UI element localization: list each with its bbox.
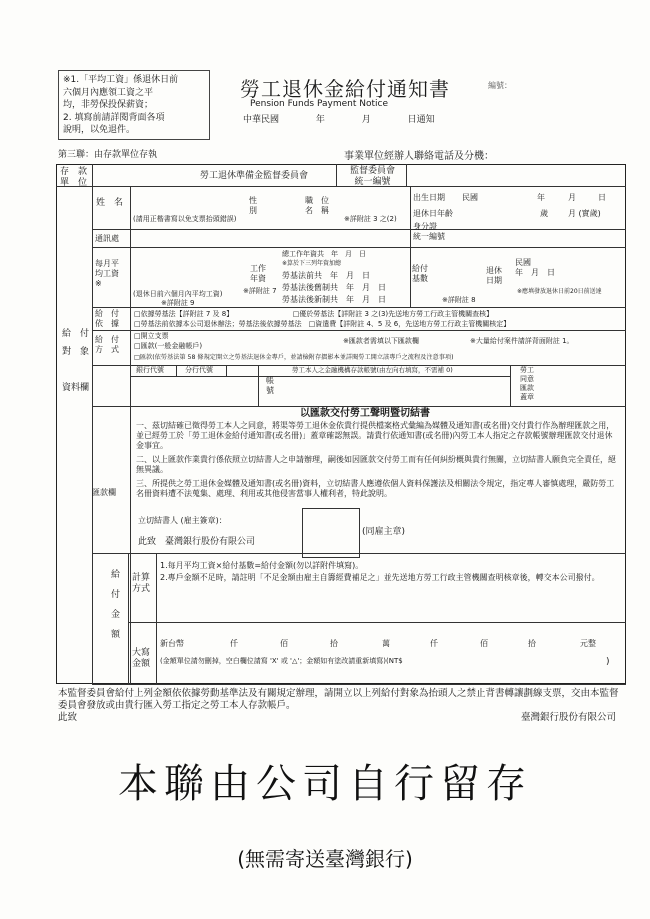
date-month: 月: [361, 115, 371, 125]
birth-day: 日: [598, 193, 606, 202]
address-label: 通訊處: [95, 234, 119, 243]
unit-shi: 拾: [330, 639, 338, 648]
method-note-2: ※大量給付案件請詳背面附註 1。: [470, 337, 574, 345]
base-label: 給付 基數: [412, 264, 428, 283]
position-note: ※詳附註 3 之(2): [344, 215, 397, 223]
birth-year: 年: [537, 193, 545, 202]
gender-label: 性 別: [249, 196, 257, 215]
unit-qian: 仟: [230, 639, 238, 648]
worker-consent-seal[interactable]: 勞工 同意 匯款 蓋章: [520, 366, 534, 401]
birth-date-label: 出生日期: [413, 193, 445, 202]
currency-label: 新台幣: [160, 639, 184, 648]
copy-info: 第三聯：由存款單位存執: [58, 150, 158, 160]
basis-option-1[interactable]: □依據勞基法【詳附註 7 及 8】 □優於勞基法【詳附註 3 之(3)先送地方勞工行政主管機關查核】: [134, 310, 494, 318]
committee-name: 勞工退休準備金監督委員會: [200, 171, 309, 181]
retention-notice: 本聯由公司自行留存: [118, 761, 532, 807]
unit-bai-2: 佰: [480, 639, 488, 648]
remit-section-label: 匯款欄: [92, 488, 116, 497]
total-years: 總工作年資共 年 月 日: [282, 250, 366, 258]
date-prefix: 中華民國: [243, 115, 280, 125]
calc-method-label: 計算 方式: [132, 573, 151, 594]
footer-notice: [58, 688, 626, 724]
retention-subnotice: (無需寄送臺灣銀行): [237, 847, 413, 871]
date-year: 年: [315, 115, 325, 125]
affidavit-signer: 立切結書人 (雇主簽章)：: [138, 516, 227, 525]
unit-yuan: 元整: [580, 639, 596, 648]
affidavit-clause-3: 三、所提供之勞工退休金媒體及通知書(或名冊)資料，立切結書人應遵依個人資料保護法及相關法令規定，指定專人審慎處理，嚴防勞工名冊資料遭不法蒐集、處理、利用或其他侵害當事人權利者，特此說明。: [136, 479, 615, 498]
employer-seal-note: (同雇主章): [362, 527, 406, 537]
basis-option-2[interactable]: □勞基法前依據本公司退休辦法；勞基法後依據勞基法 □資遣費【詳附註 4、5 及 6，先送地方勞工行政主管機關核定】: [134, 320, 511, 328]
serial-label: 編號：: [488, 81, 512, 90]
affidavit-title: 以匯款交付勞工聲明暨切結書: [300, 408, 430, 419]
affidavit-clause-1: 一、茲切結確已徵得勞工本人之同意，將渠等勞工退休金依貴行提供檔案格式彙編為媒體及通知書(或名冊)交付貴行作為辦理匯款之用，並已經勞工於「勞工退休金給付通知書(或名冊)」蓋章確認無誤。請貴行依通知書(或名冊)內勞工本人指定之存款帳號辦理匯款交付退休金事宜。: [136, 421, 615, 450]
payment-amount-label: 給 付 金 額: [111, 570, 121, 640]
form-title: 勞工退休金給付通知書: [240, 77, 450, 101]
unit-shi-2: 拾: [528, 639, 536, 648]
id-number-label: 身分證 統一編號: [413, 222, 445, 241]
note-item-2: 2. 填寫前請詳閱背面各項 說明，以免退件。: [63, 112, 165, 135]
footer-to: 此致: [58, 712, 78, 723]
account-label: 帳 號: [266, 376, 274, 395]
branch-code-label: 分行代號: [185, 366, 213, 374]
name-hint: (請用正楷書寫以免支票抬頭錯誤): [133, 215, 237, 223]
method-remit[interactable]: □匯款(一般金融帳戶): [134, 342, 203, 350]
method-pension-account[interactable]: □匯款(依勞基法第 58 條規定開立之勞基法退休金專戶，並請檢附存摺影本並詳閱勞工開立該專戶之流程及注意事項): [134, 354, 454, 361]
to-bank: 此致 臺灣銀行股份有限公司: [138, 537, 256, 547]
payment-method-label: 給 付 方 式: [95, 335, 119, 354]
old-system-years: 勞基法後舊制共 年 月 日: [282, 283, 386, 292]
retire-date-label: 退休 日期: [486, 266, 502, 285]
age-month-real: 月 (實歲): [568, 209, 601, 218]
avg-wage-hint: (退休日前六個月內平均工資) ※詳附註 9: [133, 290, 223, 307]
method-check[interactable]: □開立支票: [134, 332, 169, 340]
birth-month: 月: [568, 193, 576, 202]
calc-rule-1: 1.每月平均工資×給付基數=給付金額(勿以詳附件填寫)。: [160, 561, 364, 570]
caps-amount-label: 大寫 金額: [132, 648, 151, 669]
avg-wage-label: 每月平 均工資 ※: [95, 259, 119, 288]
retire-age-label: 退休日年齡: [413, 209, 453, 218]
age-unit: 歲: [540, 209, 548, 218]
new-system-years: 勞基法後新制共 年 月 日: [282, 295, 386, 304]
unit-qian-2: 仟: [430, 639, 438, 648]
note-item-1: ※1.「平均工資」係退休日前 六個月內應領工資之平 均，非勞保投保薪資；: [63, 75, 179, 110]
payment-basis-label: 給 付 依 據: [95, 309, 119, 328]
affidavit-clause-2: 二、以上匯款作業貴行係依照立切結書人之申請辦理，嗣後如因匯款交付勞工而有任何糾紛概與貴行無關，立切結書人願負完全責任，絕無異議。: [136, 455, 616, 474]
caps-close-paren: ): [606, 657, 610, 667]
unit-wan: 萬: [382, 639, 390, 648]
employer-signature-box[interactable]: [302, 508, 360, 558]
bank-code-label: 銀行代號: [136, 366, 164, 374]
retire-date-value: 民國 年 月 日: [515, 258, 555, 277]
instruction-notes: [58, 70, 210, 140]
unit-bai: 佰: [280, 639, 288, 648]
contact-phone-field[interactable]: 事業單位經辦人聯絡電話及分機：: [344, 151, 494, 162]
tenure-note: ※詳附註 7: [243, 287, 277, 295]
depositor-unit-label: 存 款 單 位: [60, 167, 88, 188]
uniform-id-label: 監督委員會 統一編號: [350, 166, 396, 187]
name-label: 姓 名: [96, 198, 124, 208]
tenure-label: 工作 年資: [250, 264, 266, 283]
position-label: 職 位 名 稱: [305, 196, 329, 215]
date-day: 日通知: [407, 115, 435, 125]
form-subtitle: Pension Funds Payment Notice: [250, 99, 388, 109]
birth-roc: 民國: [462, 193, 478, 202]
footer-bank: 臺灣銀行股份有限公司: [520, 712, 616, 723]
account-hint: 勞工本人之金融機構存款帳號(由左向右填寫，不需補 0): [292, 366, 453, 374]
retire-date-note: ※應填發放退休日前20日前送達: [517, 288, 602, 295]
calc-rule-2: 2.專戶金額不足時，請註明「不足金額由雇主自籌經費補足之」並先送地方勞工行政主管機關查明核章後，轉交本公司撥付。: [160, 573, 600, 582]
method-note-1: ※匯款者需填以下匯款欄: [343, 337, 419, 345]
total-years-note: ※算於下三列年資加總: [282, 260, 342, 267]
pre-law-years: 勞基法前共 年 月 日: [282, 271, 370, 280]
recipient-section-label: 給 付 對 象 資料欄: [62, 329, 90, 393]
caps-hint: (金額單位請勿刪掉，空白欄位請寫 'X' 或 '△'；金額如有塗改請重新填寫)(NT$: [160, 657, 403, 665]
notice-date: [243, 112, 469, 125]
footer-text: 本監督委員會給付上列金額依依據勞動基準法及有關規定辦理，請開立以上列給付對象為抬頭人之禁止背書轉讓劃線支票，交由本監督委員會發放或由貴行匯入勞工指定之勞工本人存款帳戶。: [58, 688, 619, 711]
base-note: ※詳附註 8: [442, 296, 476, 304]
